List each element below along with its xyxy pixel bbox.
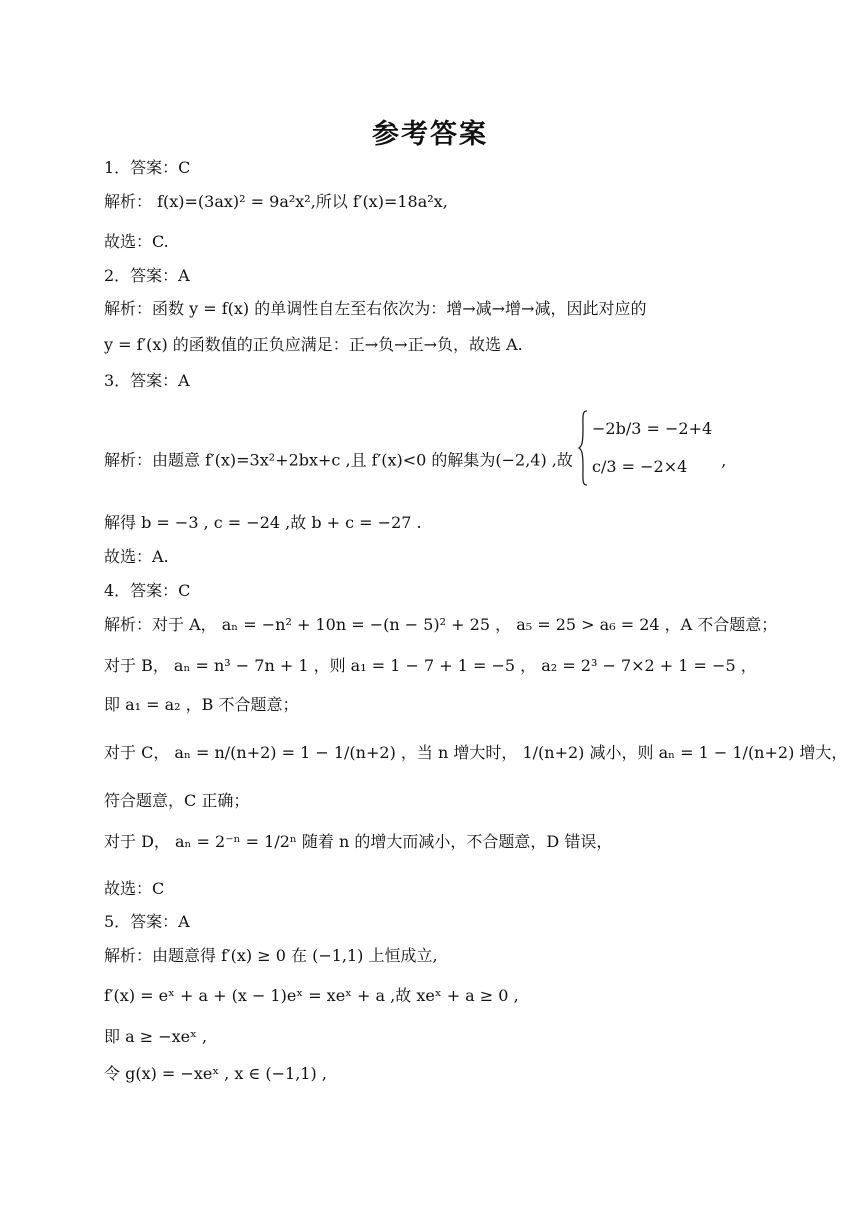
- q1-choice: 故选：C.: [104, 232, 169, 251]
- q3-system-row-1: −2b/3 = −2+4: [592, 419, 713, 438]
- q5-answer: 5．答案：A: [104, 912, 190, 931]
- q4-choice: 故选：C: [104, 879, 165, 898]
- q3-analysis: 解析：由题意 f′(x)=3x²+2bx+c ,且 f′(x)<0 的解集为(−2,4) ,故 −2b/3 = −2+4 c/3 = −2×4 ,: [104, 436, 726, 486]
- q5-define-g: 令 g(x) = −xeˣ , x ∈ (−1,1) ,: [104, 1064, 327, 1083]
- q3-system-row-2: c/3 = −2×4: [592, 457, 688, 476]
- q1-analysis: 解析： f(x)=(3ax)² = 9a²x²,所以 f′(x)=18a²x,: [104, 192, 448, 211]
- q3-analysis-prefix: 解析：由题意 f′(x)=3x²+2bx+c ,且 f′(x)<0 的解集为(−2,4) ,故: [104, 450, 573, 470]
- page-title: 参考答案: [372, 119, 488, 150]
- q5-analysis: 解析：由题意得 f′(x) ≥ 0 在 (−1,1) 上恒成立,: [104, 946, 438, 965]
- q1-answer: 1．答案：C: [104, 158, 191, 177]
- left-brace-icon: [578, 410, 588, 486]
- q5-inequality: 即 a ≥ −xeˣ ,: [104, 1027, 208, 1046]
- q3-choice: 故选：A.: [104, 547, 169, 566]
- q4-option-c-conclusion: 符合题意，C 正确；: [104, 791, 250, 810]
- q3-solve: 解得 b = −3 , c = −24 ,故 b + c = −27 .: [104, 513, 422, 532]
- q4-option-a: 解析：对于 A， aₙ = −n² + 10n = −(n − 5)² + 25 ， a₅ = 25 > a₆ = 24 ，A 不合题意；: [104, 615, 778, 634]
- q4-answer: 4．答案：C: [104, 581, 191, 600]
- q4-option-b-conclusion: 即 a₁ = a₂ ，B 不合题意；: [104, 695, 299, 714]
- q4-option-b: 对于 B， aₙ = n³ − 7n + 1 ，则 a₁ = 1 − 7 + 1 = −5 ， a₂ = 2³ − 7×2 + 1 = −5 ，: [104, 656, 757, 675]
- q2-analysis-line2: y = f′(x) 的函数值的正负应满足：正→负→正→负，故选 A.: [104, 335, 523, 354]
- q4-option-d: 对于 D， aₙ = 2⁻ⁿ = 1/2ⁿ 随着 n 的增大而减小，不合题意，D 错误，: [104, 832, 613, 851]
- q3-equation-system: [578, 410, 712, 486]
- q2-analysis-line1: 解析：函数 y = f(x) 的单调性自左至右依次为：增→减→增→减，因此对应的: [104, 299, 647, 318]
- q4-option-c: 对于 C， aₙ = n/(n+2) = 1 − 1/(n+2) ，当 n 增大时， 1/(n+2) 减小，则 aₙ = 1 − 1/(n+2) 增大，: [104, 743, 848, 762]
- q5-derivative: f′(x) = eˣ + a + (x − 1)eˣ = xeˣ + a ,故 xeˣ + a ≥ 0 ,: [104, 986, 519, 1005]
- q3-answer: 3．答案：A: [104, 371, 190, 390]
- q2-answer: 2．答案：A: [104, 266, 190, 285]
